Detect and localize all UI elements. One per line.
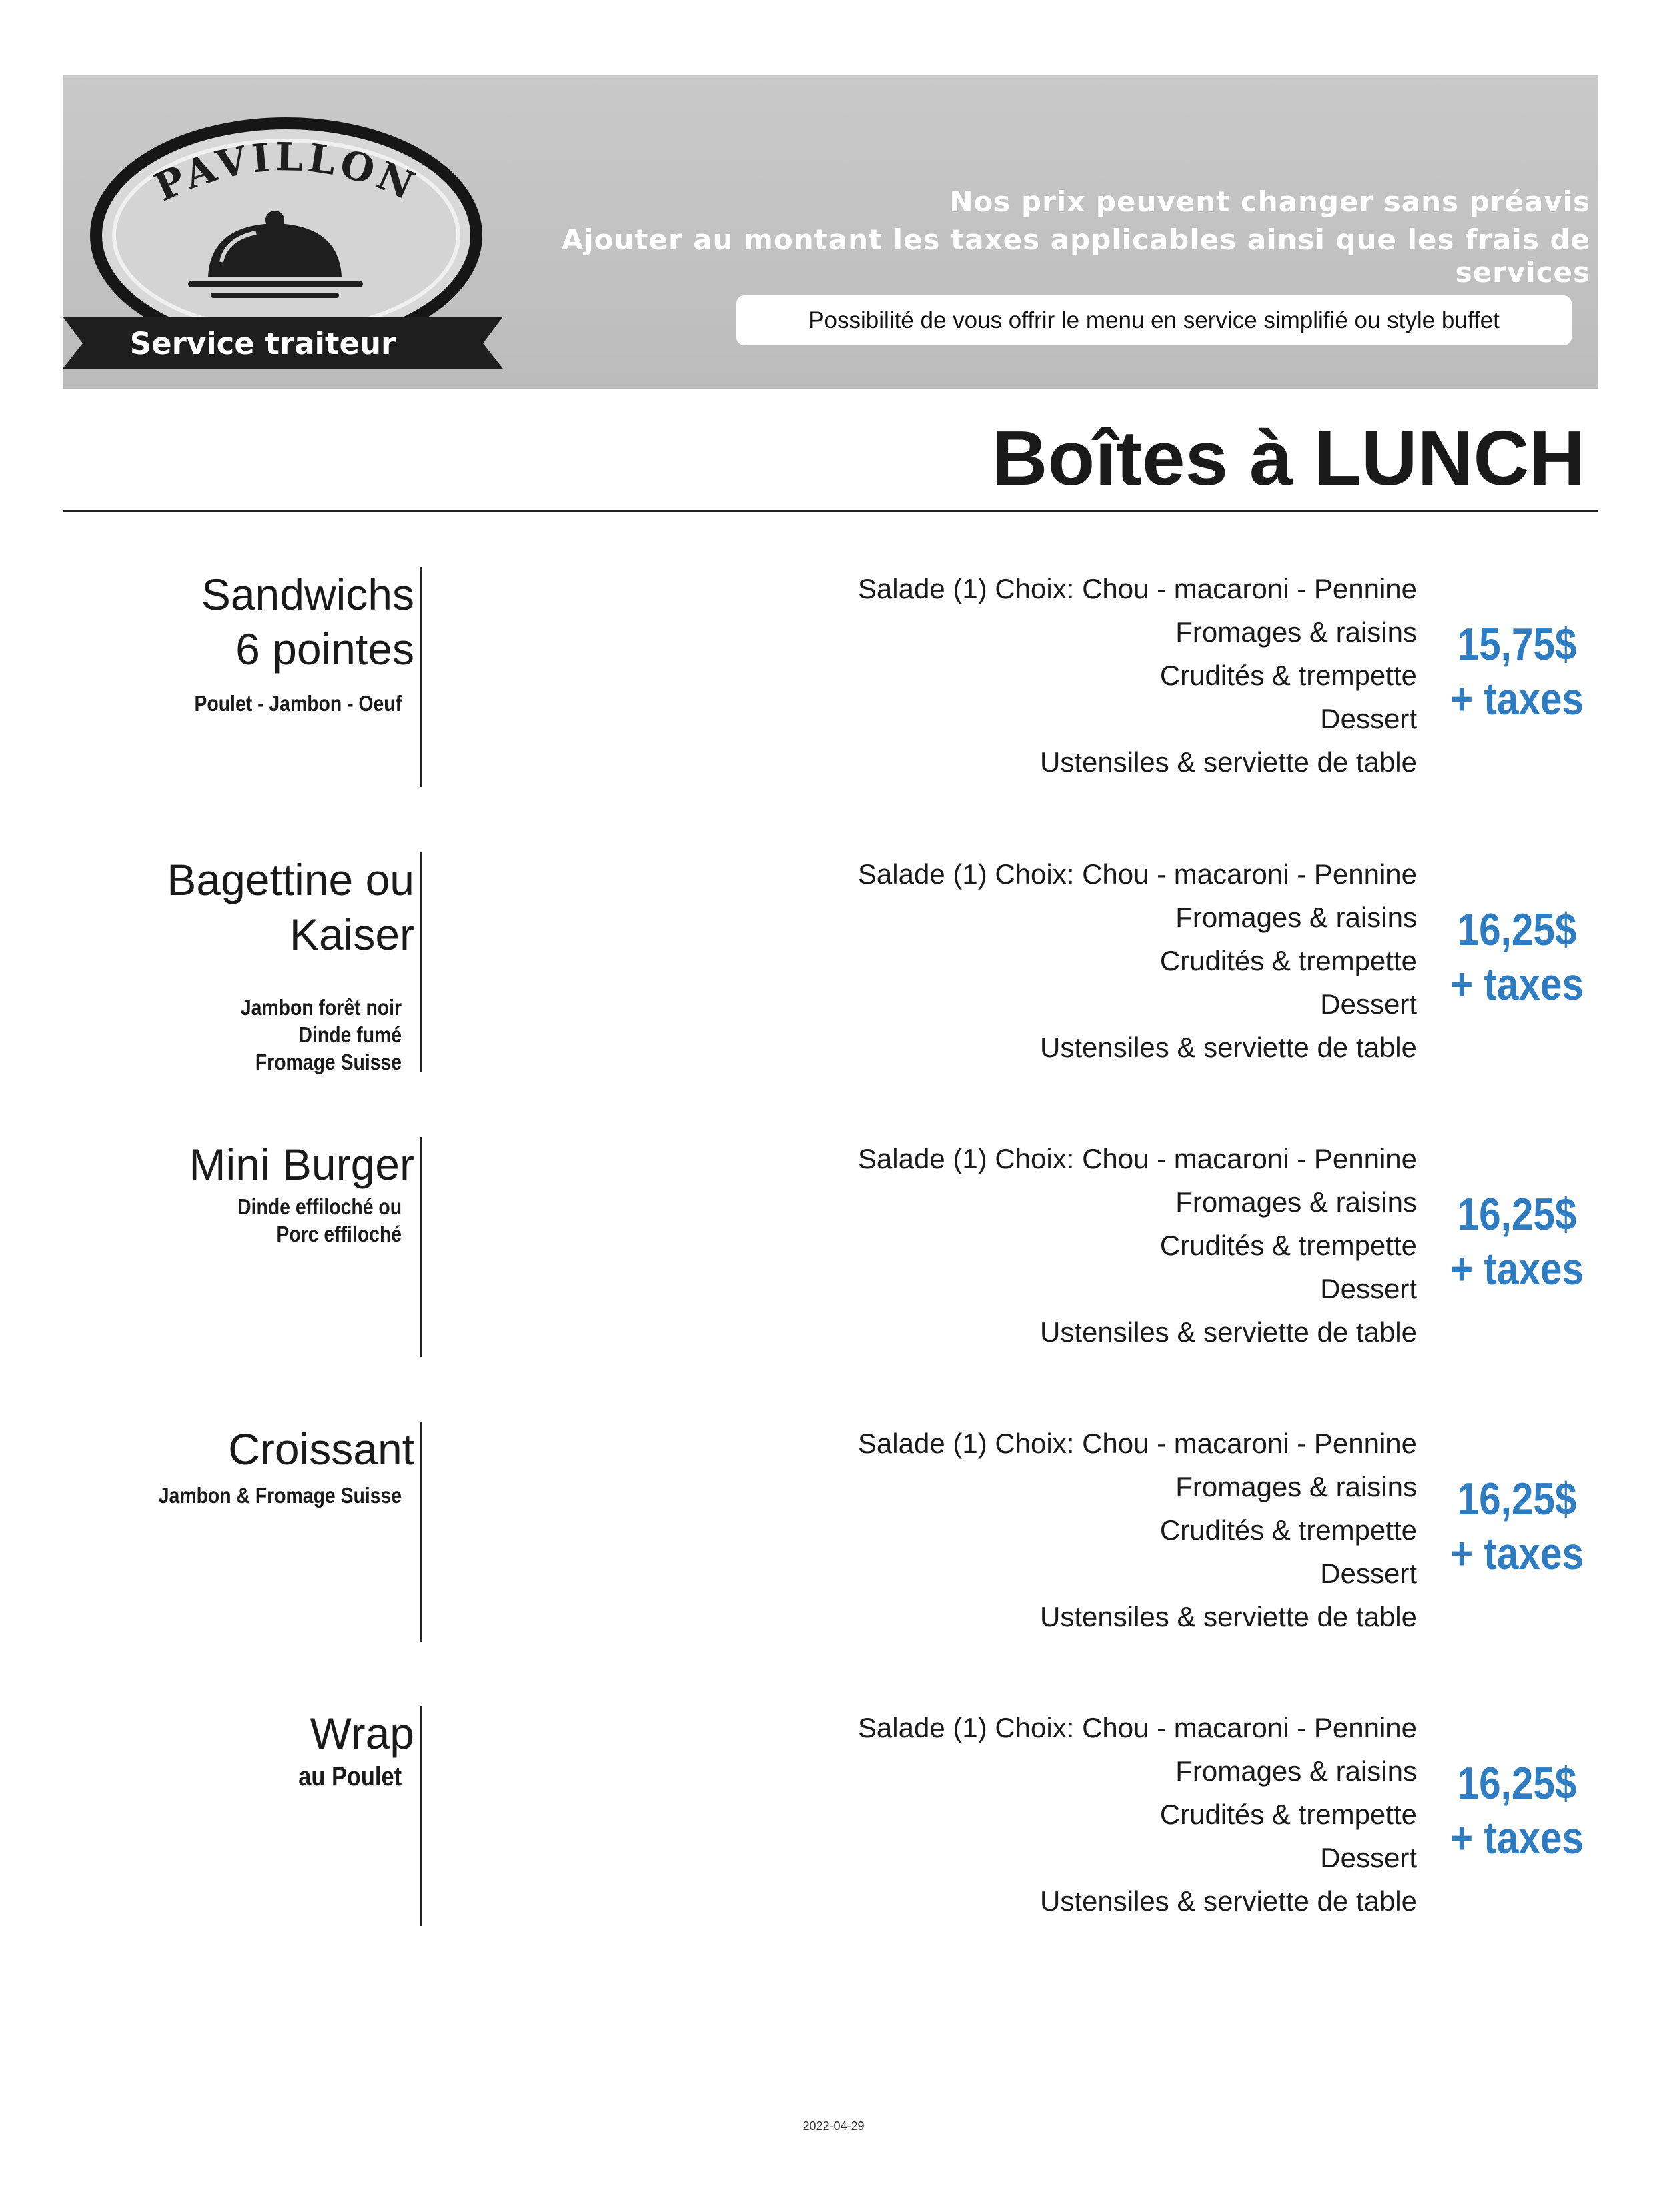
menu-item-bagettine (63, 852, 1604, 1072)
price-taxes: + taxes (1450, 1528, 1584, 1579)
include-dessert: Dessert (1320, 988, 1417, 1020)
item-price (1430, 902, 1604, 1012)
item-filling: Porc effiloché (276, 1222, 402, 1246)
price-taxes: + taxes (1450, 959, 1584, 1010)
item-includes (683, 852, 1417, 1069)
include-dessert: Dessert (1320, 1273, 1417, 1304)
item-filling: Jambon forêt noir (240, 995, 402, 1020)
include-salad: Salade (1) Choix: Chou - macaroni - Pennine (857, 573, 1417, 604)
include-salad: Salade (1) Choix: Chou - macaroni - Pennine (857, 1712, 1417, 1743)
price-amount: 15,75$ (1457, 619, 1577, 670)
item-filling: Jambon & Fromage Suisse (158, 1483, 402, 1508)
menu-item-croissant (63, 1422, 1604, 1642)
footer-date: 2022-04-29 (802, 2119, 865, 2133)
menu-item-wrap (63, 1706, 1604, 1926)
logo-title: PAVILLON (147, 134, 424, 211)
menu-item-mini-burger (63, 1137, 1604, 1357)
title-divider (63, 510, 1598, 512)
price-amount: 16,25$ (1457, 1474, 1577, 1524)
include-dessert: Dessert (1320, 1558, 1417, 1589)
header-banner (63, 75, 1598, 389)
item-price (1430, 1472, 1604, 1581)
item-includes (683, 1706, 1417, 1923)
include-dessert: Dessert (1320, 1842, 1417, 1873)
price-change-notice: Nos prix peuvent changer sans préavis (949, 185, 1590, 218)
menu-item-sandwichs (63, 567, 1604, 787)
price-amount: 16,25$ (1457, 904, 1577, 955)
include-crudites: Crudités & trempette (1159, 945, 1417, 976)
include-salad: Salade (1) Choix: Chou - macaroni - Pennine (857, 858, 1417, 890)
include-utensils: Ustensiles & serviette de table (1040, 1032, 1417, 1063)
include-cheese: Fromages & raisins (1175, 1755, 1417, 1787)
include-crudites: Crudités & trempette (1159, 1230, 1417, 1261)
price-amount: 16,25$ (1457, 1189, 1577, 1240)
include-dessert: Dessert (1320, 703, 1417, 734)
item-includes (683, 1422, 1417, 1638)
item-label-block (63, 1706, 422, 1926)
include-utensils: Ustensiles & serviette de table (1040, 1601, 1417, 1632)
include-salad: Salade (1) Choix: Chou - macaroni - Pennine (857, 1428, 1417, 1459)
taxes-notice: Ajouter au montant les taxes applicables ainsi que les frais de services (561, 223, 1590, 289)
include-salad: Salade (1) Choix: Chou - macaroni - Pennine (857, 1143, 1417, 1174)
service-option-note: Possibilité de vous offrir le menu en service simplifié ou style buffet (736, 295, 1572, 345)
item-label-block (63, 1137, 422, 1357)
price-amount: 16,25$ (1457, 1758, 1577, 1809)
item-label-block (63, 1422, 422, 1642)
logo-banner-text: Service traiteur (129, 326, 396, 361)
item-includes (683, 1137, 1417, 1354)
price-taxes: + taxes (1450, 1244, 1584, 1294)
price-taxes: + taxes (1450, 674, 1584, 724)
price-taxes: + taxes (1450, 1813, 1584, 1863)
include-cheese: Fromages & raisins (1175, 1471, 1417, 1502)
include-crudites: Crudités & trempette (1159, 1799, 1417, 1830)
include-crudites: Crudités & trempette (1159, 1514, 1417, 1546)
item-includes (683, 567, 1417, 784)
item-price (1430, 1187, 1604, 1296)
item-name: 6 pointes (235, 624, 414, 674)
item-name: Sandwichs (201, 570, 414, 619)
include-cheese: Fromages & raisins (1175, 1186, 1417, 1218)
pavillon-logo (63, 102, 503, 389)
item-filling: au Poulet (298, 1762, 402, 1791)
include-crudites: Crudités & trempette (1159, 660, 1417, 691)
include-utensils: Ustensiles & serviette de table (1040, 1885, 1417, 1917)
include-cheese: Fromages & raisins (1175, 616, 1417, 648)
item-filling: Dinde effiloché ou (237, 1194, 402, 1219)
item-price (1430, 617, 1604, 726)
item-label-block (63, 567, 422, 787)
item-filling: Fromage Suisse (255, 1050, 402, 1074)
item-label-block (63, 852, 422, 1072)
item-name: Croissant (228, 1424, 414, 1474)
include-utensils: Ustensiles & serviette de table (1040, 746, 1417, 778)
include-cheese: Fromages & raisins (1175, 902, 1417, 933)
item-name: Kaiser (289, 910, 414, 959)
item-price (1430, 1756, 1604, 1865)
item-name: Wrap (310, 1709, 414, 1758)
item-filling: Poulet - Jambon - Oeuf (194, 691, 402, 716)
item-filling: Dinde fumé (298, 1022, 402, 1047)
item-name: Mini Burger (189, 1140, 414, 1189)
include-utensils: Ustensiles & serviette de table (1040, 1316, 1417, 1348)
item-name: Bagettine ou (167, 855, 414, 904)
page-title: Boîtes à LUNCH (991, 415, 1585, 501)
